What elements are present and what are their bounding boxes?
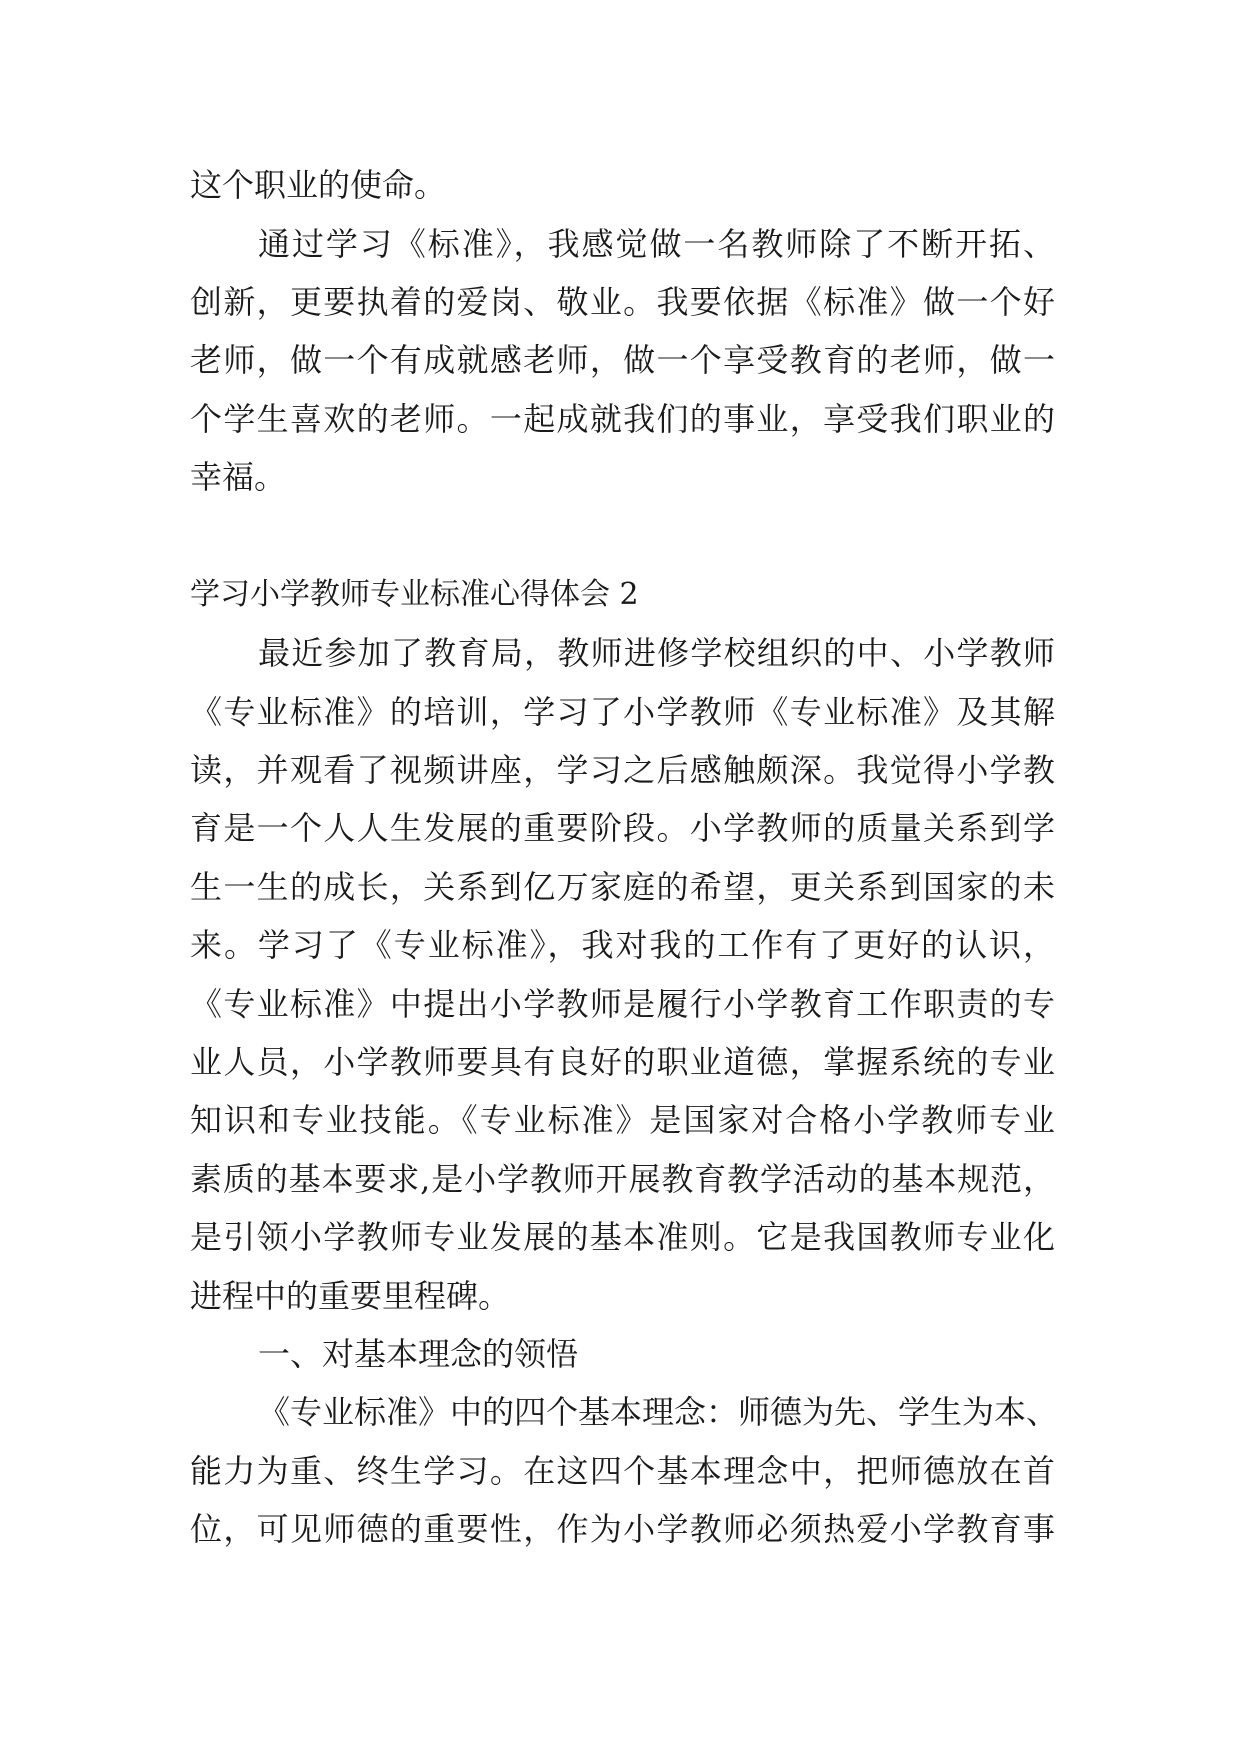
paragraph-line: 育是一个人人生发展的重要阶段。小学教师的质量关系到学 (190, 809, 1055, 847)
paragraph-line: 幸福。 (190, 458, 287, 496)
paragraph-line: 老师，做一个有成就感老师，做一个享受教育的老师，做一 (190, 341, 1055, 379)
paragraph-line: 《专业标准》中的四个基本理念：师德为先、学生为本、 (258, 1393, 1059, 1431)
paragraph-line: 《专业标准》的培训，学习了小学教师《专业标准》及其解 (190, 693, 1055, 731)
section-title: 学习小学教师专业标准心得体会 2 (190, 577, 639, 612)
paragraph-line: 个学生喜欢的老师。一起成就我们的事业，享受我们职业的 (190, 400, 1055, 438)
paragraph-line: 进程中的重要里程碑。 (190, 1277, 511, 1315)
paragraph-line: 生一生的成长，关系到亿万家庭的希望，更关系到国家的未 (190, 868, 1055, 906)
paragraph-line: 来。学习了《专业标准》，我对我的工作有了更好的认识， (190, 926, 1055, 964)
paragraph-line: 最近参加了教育局，教师进修学校组织的中、小学教师 (258, 634, 1055, 672)
paragraph-line: 知识和专业技能。《专业标准》是国家对合格小学教师专业 (190, 1101, 1055, 1139)
paragraph-line: 位，可见师德的重要性，作为小学教师必须热爱小学教育事 (190, 1510, 1055, 1548)
paragraph-line: 通过学习《标准》，我感觉做一名教师除了不断开拓、 (258, 225, 1055, 263)
paragraph-line: 是引领小学教师专业发展的基本准则。它是我国教师专业化 (190, 1218, 1055, 1256)
paragraph-line: 读，并观看了视频讲座，学习之后感触颇深。我觉得小学教 (190, 751, 1055, 789)
paragraph-line: 这个职业的使命。 (190, 166, 447, 204)
paragraph-line: 能力为重、终生学习。在这四个基本理念中，把师德放在首 (190, 1452, 1055, 1490)
paragraph-line: 《专业标准》中提出小学教师是履行小学教育工作职责的专 (190, 985, 1055, 1023)
paragraph-line: 创新，更要执着的爱岗、敬业。我要依据《标准》做一个好 (190, 283, 1055, 321)
paragraph-line: 素质的基本要求,是小学教师开展教育教学活动的基本规范， (190, 1160, 1055, 1198)
paragraph-line: 业人员，小学教师要具有良好的职业道德，掌握系统的专业 (190, 1043, 1055, 1081)
subsection-heading: 一、对基本理念的领悟 (258, 1335, 579, 1373)
